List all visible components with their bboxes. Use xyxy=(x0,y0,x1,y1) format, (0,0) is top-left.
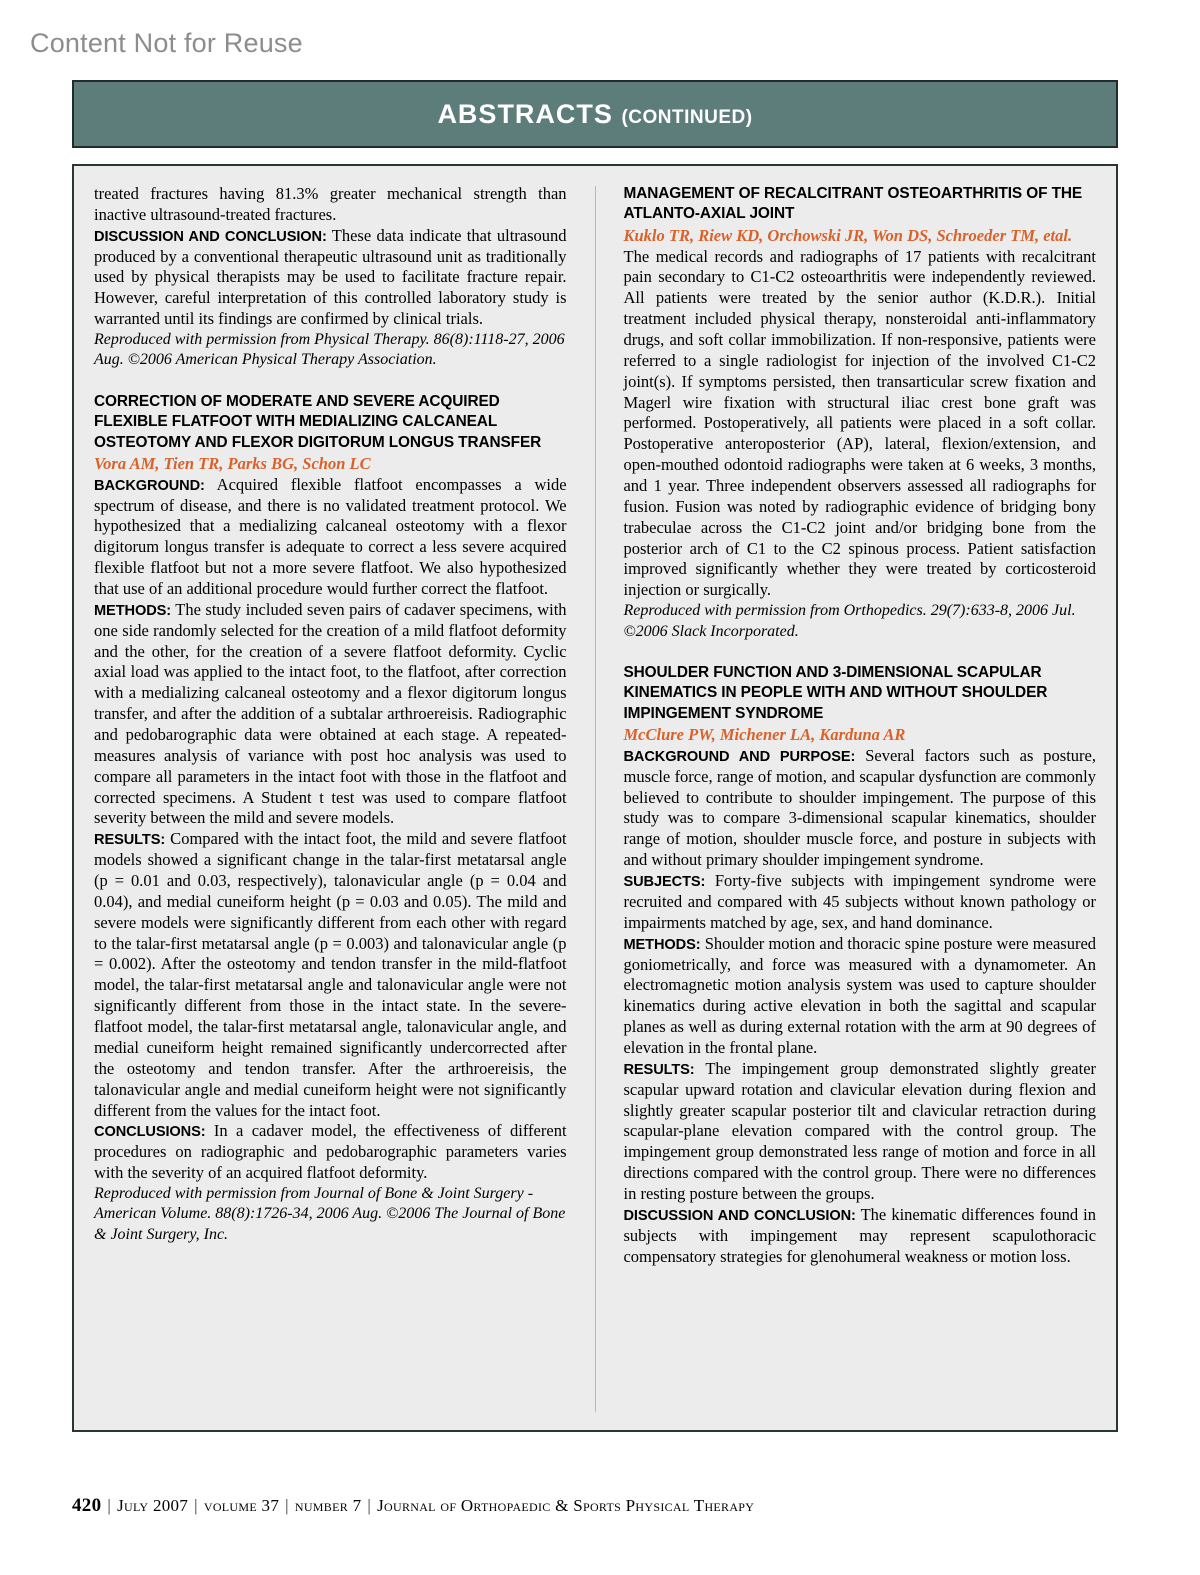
page-footer xyxy=(72,1495,1118,1517)
footer-issue-date: July 2007 xyxy=(117,1496,189,1515)
methods-paragraph xyxy=(94,600,567,829)
methods-body: Shoulder motion and thoracic spine posture were measured goniometrically, and force was measured with a dynamometer. An electromagnetic motion analysis system was used to capture shoulder kinematics during active elevation in both the sagittal and scapular planes as well as during external rotation with the arm at 90 degrees of elevation in the frontal plane. xyxy=(623,933,1097,1057)
abstract-authors: Vora AM, Tien TR, Parks BG, Schon LC xyxy=(94,454,371,474)
conclusions-label: CONCLUSIONS: xyxy=(94,1124,206,1141)
reproduction-credit: Reproduced with permission from Orthopedics. 29(7):633-8, 2006 Jul. ©2006 Slack Incorporated. xyxy=(623,602,1076,640)
background-label: BACKGROUND AND PURPOSE: xyxy=(623,748,856,765)
abstract-title: MANAGEMENT OF RECALCITRANT OSTEOARTHRITIS OF THE ATLANTO-AXIAL JOINT xyxy=(623,185,1083,223)
background-paragraph xyxy=(94,475,567,600)
abstract-authors: McClure PW, Michener LA, Karduna AR xyxy=(623,725,906,745)
reproduction-credit: Reproduced with permission from Physical Therapy. 86(8):1118-27, 2006 Aug. ©2006 American Physical Therapy Association. xyxy=(94,331,565,369)
conclusions-paragraph xyxy=(94,1121,567,1184)
discussion-paragraph xyxy=(623,1205,1096,1268)
two-column-layout xyxy=(94,184,1096,1414)
background-body: Several factors such as posture, muscle force, range of motion, and scapular dysfunction are commonly believed to contribute to shoulder impingement. The purpose of this study was to compare 3-dimensional scapular kinematics, shoulder range of motion, shoulder muscle force, and posture in subjects with and without primary shoulder impingement syndrome. xyxy=(623,745,1097,870)
results-paragraph xyxy=(623,1059,1096,1205)
right-column xyxy=(623,184,1096,1414)
left-column xyxy=(94,184,567,1414)
methods-label: METHODS: xyxy=(94,602,172,619)
results-body: Compared with the intact foot, the mild and severe flatfoot models showed a significant change in the talar-first metatarsal angle (p = 0.01 and 0.03, respectively), talonavicular angle (p = 0.04 and 0.04), and medial cuneiform height (p = 0.03 and 0.05). The mild and severe models were significantly different from each other with regard to the talar-first metatarsal angle (p = 0.003) and talonavicular angle (p = 0.002). After the osteotomy and tendon transfer in the mild-flatfoot model, the talar-first metatarsal angle and talonavicular angle were not significantly different from those in the intact state. In the severe-flatfoot model, the talar-first metatarsal angle, talonavicular angle, and medial cuneiform height remained significantly undercorrected after the osteotomy and tendon transfer. After the arthroereisis, the talonavicular angle and medial cuneiform height were not significantly different from the values for the intact foot. xyxy=(94,829,567,1120)
footer-page-number: 420 xyxy=(72,1495,102,1516)
subjects-label: SUBJECTS: xyxy=(623,874,706,891)
reproduction-credit: Reproduced with permission from Journal of Bone & Joint Surgery - American Volume. 88(8):1726-34, 2006 Aug. ©2006 The Journal of Bone & Joint Surgery, Inc. xyxy=(94,1184,566,1243)
results-paragraph xyxy=(94,829,567,1121)
methods-paragraph xyxy=(623,934,1096,1059)
footer-separator: | xyxy=(194,1496,198,1515)
methods-body: The study included seven pairs of cadaver specimens, with one side randomly selected for the creation of a mild flatfoot deformity and the other, for the creation of a severe flatfoot deformity. Cyclic axial load was applied to the intact foot, to the flatfoot, after correction with a medializing calcaneal osteotomy and a flexor digitorum longus transfer, and after the addition of a subtalar arthroereisis. Radiographic and pedobarographic data were obtained at each stage. A repeated-measures analysis of variance with post hoc analysis was used to compare all parameters in the intact foot with those in the flatfoot and corrected specimens. A Student t test was used to compare flatfoot severity between the mild and severe models. xyxy=(94,599,567,828)
discussion-label: DISCUSSION AND CONCLUSION: xyxy=(623,1207,856,1224)
footer-separator: | xyxy=(367,1496,372,1515)
background-label: BACKGROUND: xyxy=(94,477,205,494)
footer-separator: | xyxy=(107,1496,112,1515)
abstract-body: The medical records and radiographs of 17 patients with recalcitrant pain secondary to C1-C2 osteoarthritis were independently reviewed. All patients were treated by the senior author (K.D.R.). Initial treatment included physical therapy, nonsteroidal anti-inflammatory drugs, and soft collar immobilization. If non-responsive, patients were referred to a single radiologist for injection of the involved C1-C2 joint(s). If symptoms persisted, then transarticular screw fixation and Magerl wire fixation with structural iliac crest bone graft was performed. Postoperatively, all patients were placed in a soft collar. Postoperative anteroposterior (AP), lateral, flexion/extension, and open-mouthed odontoid radiographs were taken at 6 weeks, 3 months, and 1 year. Three independent observers assessed all radiographs for fusion. Fusion was noted by radiographic evidence of bridging bony trabeculae across the C1-C2 joint and/or bridging bone from the posterior arch of C1 to the C2 spinous process. Patient satisfaction improved significantly whether they were treated by corticosteroid injection or surgically. xyxy=(623,246,1097,600)
continued-paragraph: treated fractures having 81.3% greater mechanical strength than inactive ultrasound-treated fractures. xyxy=(94,184,567,224)
discussion-label: DISCUSSION AND CONCLUSION: xyxy=(94,228,327,245)
background-paragraph xyxy=(623,746,1096,871)
column-divider xyxy=(595,186,596,1412)
page-content xyxy=(72,80,1118,1432)
footer-separator: | xyxy=(285,1496,289,1515)
subjects-paragraph xyxy=(623,871,1096,934)
discussion-paragraph xyxy=(94,226,567,330)
abstracts-banner xyxy=(72,80,1118,148)
footer-journal-name: Journal of Orthopaedic & Sports Physical Therapy xyxy=(377,1496,755,1515)
background-body: Acquired flexible flatfoot encompasses a wide spectrum of disease, and there is no validated treatment protocol. We hypothesized that a medializing calcaneal osteotomy with a flexor digitorum longus transfer is adequate to correct a less severe acquired flexible flatfoot but not a more severe flatfoot. We also hypothesized that use of an additional procedure would further correct the flatfoot. xyxy=(94,474,567,599)
discussion-body: The kinematic differences found in subjects with impingement may represent scapulothoracic compensatory strategies for glenohumeral weakness or motion loss. xyxy=(623,1204,1097,1266)
banner-title xyxy=(437,99,752,130)
results-label: RESULTS: xyxy=(623,1061,695,1078)
abstract-authors: Kuklo TR, Riew KD, Orchowski JR, Won DS, Schroeder TM, etal. xyxy=(623,225,1073,245)
methods-label: METHODS: xyxy=(623,936,701,953)
discussion-body: These data indicate that ultrasound produced by a conventional therapeutic ultrasound unit as traditionally used by physical therapists may be used to facilitate fracture repair. However, careful interpretation of this controlled laboratory study is warranted until its findings are confirmed by clinical trials. xyxy=(94,225,567,329)
banner-title-main: ABSTRACTS xyxy=(437,98,622,129)
footer-volume: volume 37 xyxy=(203,1496,280,1515)
watermark-text: Content Not for Reuse xyxy=(30,28,303,58)
banner-title-continued: (CONTINUED) xyxy=(621,106,753,128)
abstract-title: CORRECTION OF MODERATE AND SEVERE ACQUIRED FLEXIBLE FLATFOOT WITH MEDIALIZING CALCANEAL OSTEOTOMY AND FLEXOR DIGITORUM LONGUS TRANSFER xyxy=(94,392,542,451)
results-label: RESULTS: xyxy=(94,832,166,849)
footer-number: number 7 xyxy=(294,1496,362,1515)
results-body: The impingement group demonstrated slightly greater scapular upward rotation and clavicular elevation during flexion and slightly greater scapular posterior tilt and clavicular retraction during scapular-plane elevation compared with the control group. The impingement group demonstrated less range of motion and force in all directions compared with the control group. There were no differences in resting posture between the groups. xyxy=(623,1058,1097,1203)
abstracts-content-box xyxy=(72,164,1118,1432)
abstract-title: SHOULDER FUNCTION AND 3-DIMENSIONAL SCAPULAR KINEMATICS IN PEOPLE WITH AND WITHOUT SHOULDER IMPINGEMENT SYNDROME xyxy=(623,663,1048,722)
conclusions-body: In a cadaver model, the effectiveness of different procedures on radiographic and pedobarographic parameters varies with the severity of an acquired flatfoot deformity. xyxy=(94,1121,567,1183)
subjects-body: Forty-five subjects with impingement syndrome were recruited and compared with 45 subjects without known pathology or impairments matched by age, sex, and hand dominance. xyxy=(623,871,1097,932)
